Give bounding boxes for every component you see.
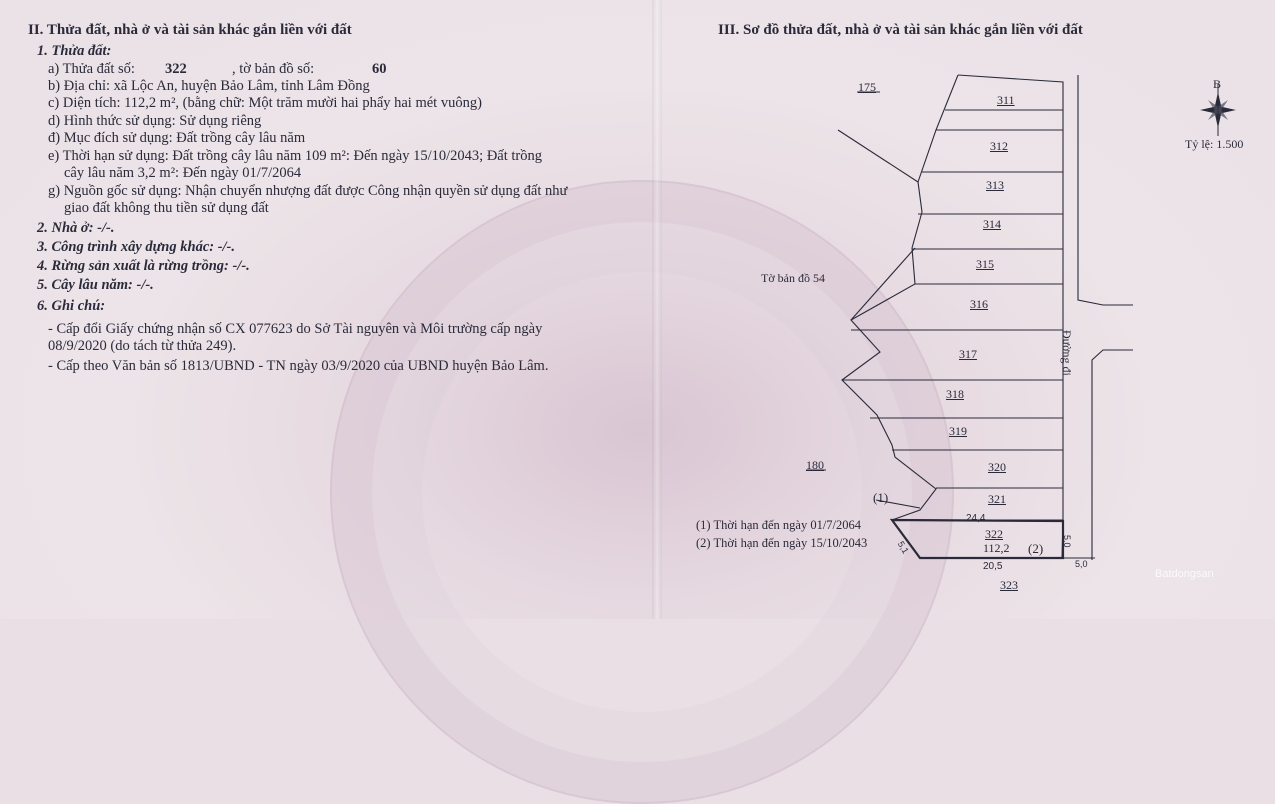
land-heading: 1. Thửa đất: [37,43,112,59]
parcel-317-label: 317 [959,347,977,361]
notes-heading: 6. Ghi chú: [37,298,106,314]
note-2: - Cấp theo Văn bản số 1813/UBND - TN ngày 03/9/2020 của UBND huyện Bảo Lâm. [48,358,549,374]
mark-1: (1) [873,490,889,505]
address: b) Địa chỉ: xã Lộc An, huyện Bảo Lâm, tỉnh Lâm Đồng [48,78,370,94]
legend-1: (1) Thời hạn đến ngày 01/7/2064 [696,518,862,532]
parcel-323-label: 323 [1000,578,1018,592]
parcel-312-label: 312 [990,139,1008,153]
origin-line2: giao đất không thu tiền sử dụng đất [64,200,269,216]
parcel-316-label: 316 [970,297,988,311]
north-label: B [1213,77,1222,91]
subject-parcel-area: 112,2 [983,541,1010,555]
section-ii-title: II. Thửa đất, nhà ở và tài sản khác gắn liền với đất [28,22,352,38]
parcel-number: 322 [165,61,187,77]
map-label: , tờ bản đồ số: [232,61,315,77]
note-1-line2: 08/9/2020 (do tách từ thửa 249). [48,338,237,354]
perennial: 5. Cây lâu năm: -/-. [37,277,154,293]
usage-form: d) Hình thức sử dụng: Sử dụng riêng [48,113,262,129]
map-sheet-label: Tờ bản đồ 54 [761,271,826,285]
usage-term-line2: cây lâu năm 3,2 m²: Đến ngày 01/7/2064 [64,165,302,181]
forest: 4. Rừng sản xuất là rừng trồng: -/-. [37,258,250,274]
strip-right-boundary [958,75,1063,558]
origin-line1: g) Nguồn gốc sử dụng: Nhận chuyển nhượng đất được Công nhận quyền sử dụng đất như [48,183,568,199]
usage-term-line1: e) Thời hạn sử dụng: Đất trồng cây lâu năm 109 m²: Đến ngày 15/10/2043; Đất trồng [48,148,542,164]
subject-parcel-number: 322 [985,527,1003,541]
parcel-label: a) Thửa đất số: [48,61,135,77]
road-bottom [1092,350,1133,560]
construction: 3. Công trình xây dựng khác: -/-. [37,239,236,255]
note-1-line1: - Cấp đổi Giấy chứng nhận số CX 077623 do Sở Tài nguyên và Môi trường cấp ngày [48,321,543,337]
parcel-314-label: 314 [983,217,1001,231]
road-top [1078,75,1133,305]
mark-2: (2) [1028,541,1044,556]
dim-right-road: 5,0 [1075,559,1088,569]
parcel-320-label: 320 [988,460,1006,474]
dim-bottom: 20,5 [983,561,1003,572]
parcel-318-label: 318 [946,387,964,401]
parcel-315-label: 315 [976,257,994,271]
area: c) Diện tích: 112,2 m², (bằng chữ: Một trăm mười hai phẩy hai mét vuông) [48,95,482,111]
parcel-319-label: 319 [949,424,967,438]
parcel-175-label: 175 [858,80,876,94]
section-iii-title: III. Sơ đồ thửa đất, nhà ở và tài sản khác gắn liền với đất [718,22,1083,38]
parcel-321-label: 321 [988,492,1006,506]
dim-top: 24,4 [966,513,986,524]
dim-left: 5,1 [895,539,911,556]
house: 2. Nhà ở: -/-. [37,220,115,236]
map-number: 60 [372,61,387,77]
parcel-311-label: 311 [997,93,1015,107]
parcel-313-label: 313 [986,178,1004,192]
legend-2: (2) Thời hạn đến ngày 15/10/2043 [696,536,868,550]
parcel-180-label: 180 [806,458,824,472]
usage-purpose: đ) Mục đích sử dụng: Đất trồng cây lâu năm [48,130,306,146]
strip-left-boundary [842,75,958,558]
watermark: Batdongsan [1155,568,1214,580]
scale-label: Tỷ lệ: 1.500 [1185,137,1244,151]
road-label: Đường đi [1060,330,1074,376]
dim-right: 5,0 [1062,535,1072,548]
